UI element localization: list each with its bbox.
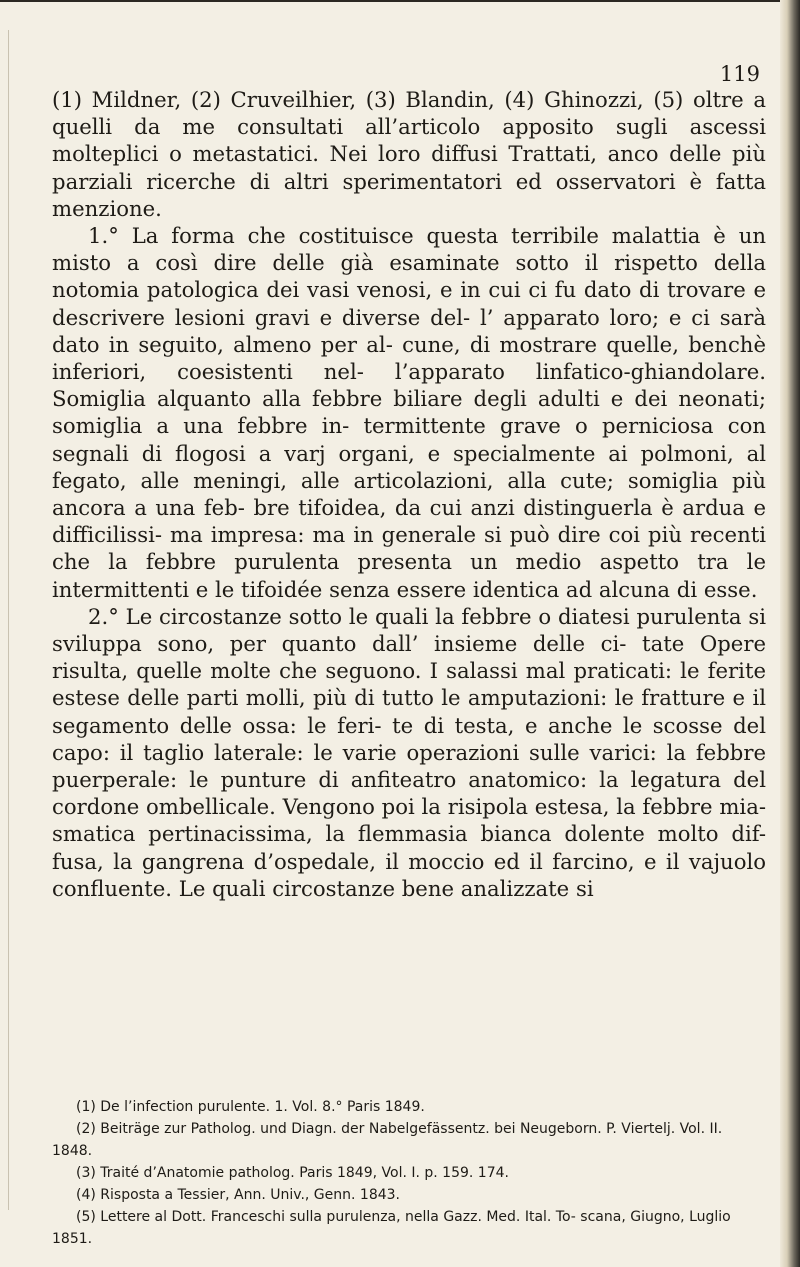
page-number: 119 bbox=[719, 62, 760, 86]
footnote-3: (3) Traité d’Anatomie patholog. Paris 1849, Vol. I. p. 159. 174. bbox=[76, 1165, 509, 1181]
book-spine-shadow bbox=[780, 0, 800, 1267]
page-left-rule bbox=[8, 30, 9, 1210]
footnote-4: (4) Risposta a Tessier, Ann. Univ., Genn. 1843. bbox=[76, 1187, 400, 1203]
footnote-1: (1) De l’infection purulente. 1. Vol. 8.° Paris 1849. bbox=[76, 1099, 425, 1115]
footnote-2: (2) Beiträge zur Patholog. und Diagn. der Nabelgefässentz. bei Neugeborn. P. Viertelj. Vol. II. 1848. bbox=[52, 1121, 723, 1159]
paragraph-1: 1.° La forma che costituisce questa terribile malattia è un misto a così dire delle già esaminate sotto il rispetto della notomia patologica dei vasi venosi, e in cui ci fu dato di trovare e descrivere lesioni gravi e diverse del- l’ apparato loro; e ci sarà dato in seguito, almeno per al- cune, di mostrare quelle, benchè inferiori, coesistenti nel- l’apparato linfatico-ghiandolare. Somiglia alquanto alla febbre biliare degli adulti e dei neonati; somiglia a una febbre in- termittente grave o perniciosa con segnali di flogosi a varj organi, e specialmente ai polmoni, al fegato, alle meningi, alle articolazioni, alla cute; somiglia più ancora a una feb- bre tifoidea, da cui anzi distinguerla è ardua e difficilissi- ma impresa: ma in generale si può dire coi più recenti che la febbre purulenta presenta un medio aspetto tra le intermittenti e le tifoidée senza essere identica ad alcuna di esse. bbox=[52, 223, 766, 602]
footnotes bbox=[52, 1096, 766, 1250]
body-text bbox=[52, 86, 766, 902]
paragraph-2: 2.° Le circostanze sotto le quali la febbre o diatesi purulenta si sviluppa sono, per quanto dall’ insieme delle ci- tate Opere risulta, quelle molte che seguono. I salassi mal praticati: le ferite estese delle parti molli, più di tutto le amputazioni: le fratture e il segamento delle ossa: le feri- te di testa, e anche le scosse del capo: il taglio laterale: le varie operazioni sulle varici: la febbre puerperale: le punture di anfiteatro anatomico: la legatura del cordone ombellicale. Vengono poi la risipola estesa, la febbre mia- smatica pertinacissima, la flemmasia bianca dolente molto dif- fusa, la gangrena d’ospedale, il moccio ed il farcino, e il vajuolo confluente. Le quali circostanze bene analizzate si bbox=[52, 603, 766, 901]
page-top-border bbox=[0, 0, 780, 2]
footnote-5: (5) Lettere al Dott. Franceschi sulla purulenza, nella Gazz. Med. Ital. To- scana, Giugno, Luglio 1851. bbox=[52, 1209, 731, 1247]
paragraph-intro: (1) Mildner, (2) Cruveilhier, (3) Blandin, (4) Ghinozzi, (5) oltre a quelli da me consultati all’articolo apposito sugli ascessi molteplici o metastatici. Nei loro diffusi Trattati, anco delle più parziali ricerche di altri sperimentatori ed osservatori è fatta menzione. bbox=[52, 87, 766, 221]
